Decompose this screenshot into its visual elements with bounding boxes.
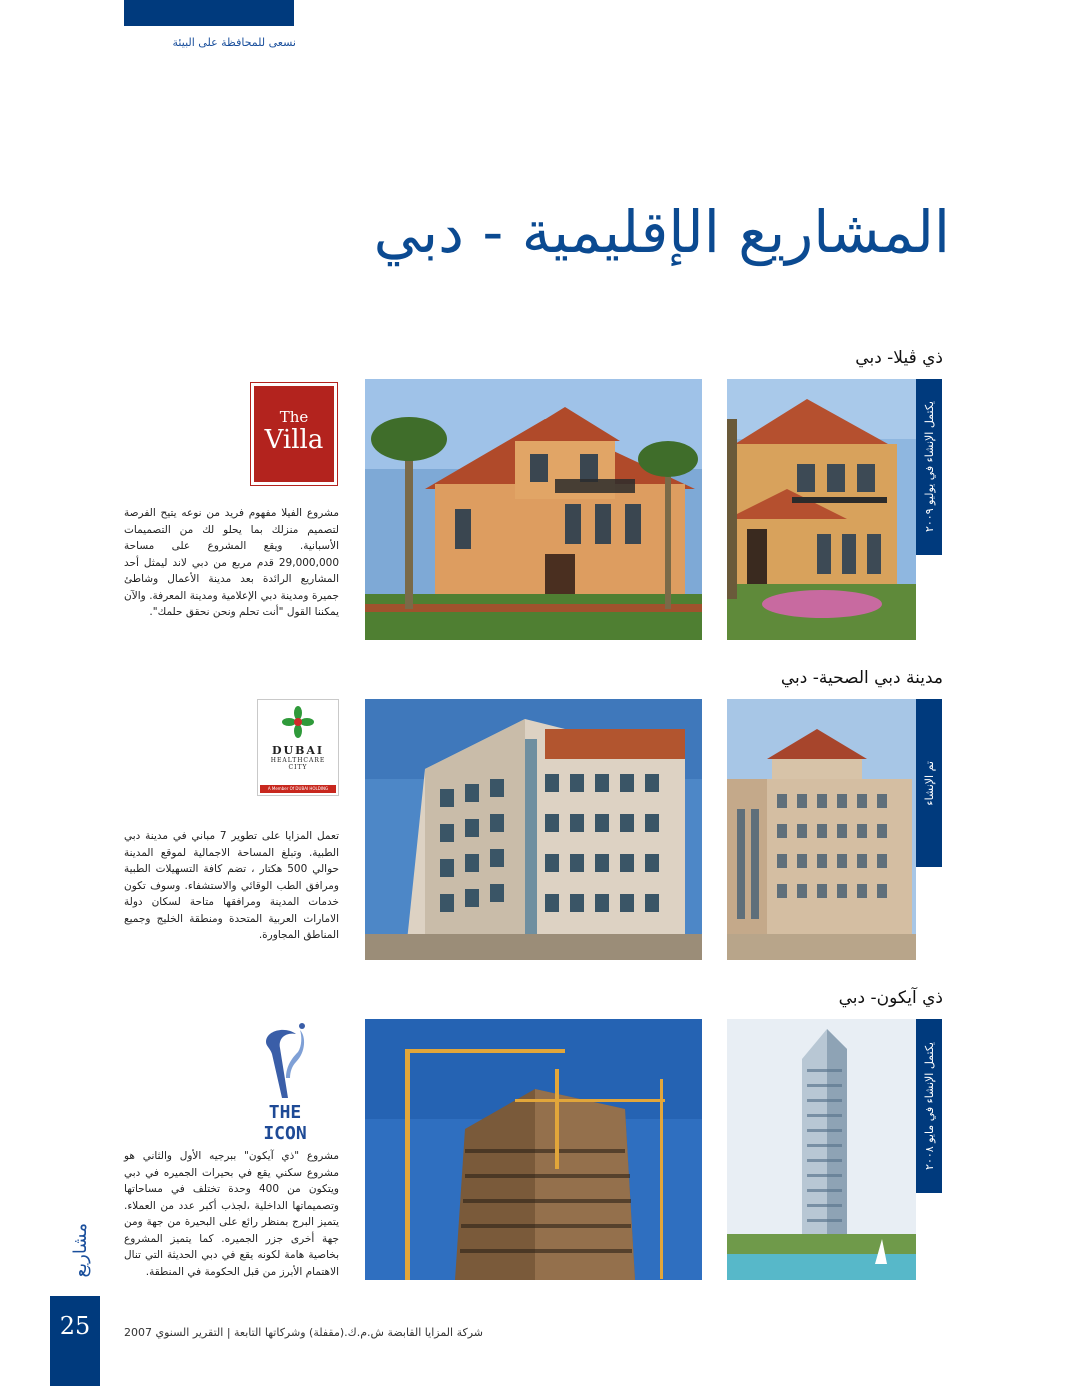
status-text-healthcare: تم الإنشاء bbox=[922, 760, 936, 806]
page-number-box bbox=[50, 1296, 100, 1386]
icon-photo-small bbox=[727, 1019, 916, 1280]
top-accent-bar bbox=[124, 0, 294, 26]
icon-emblem-icon bbox=[256, 1022, 314, 1100]
section-side-label bbox=[60, 1205, 100, 1295]
villa-logo-line1: The bbox=[279, 408, 309, 426]
status-tab-villa bbox=[916, 379, 942, 555]
status-tab-healthcare bbox=[916, 699, 942, 867]
icon-photo-large bbox=[365, 1019, 702, 1280]
status-tab-icon bbox=[916, 1019, 942, 1193]
villa-logo bbox=[250, 382, 338, 486]
villa-photo-large bbox=[365, 379, 702, 640]
icon-logo bbox=[248, 1022, 322, 1144]
healthcare-logo-line3: CITY bbox=[288, 764, 308, 771]
page-number: 25 bbox=[59, 1312, 91, 1340]
footer-text: شركة المزايا القابضة ش.م.ك.(مقفلة) وشركاتها التابعة | التقرير السنوي 2007 bbox=[124, 1326, 483, 1339]
healthcare-logo bbox=[257, 699, 339, 796]
healthcare-photo-small bbox=[727, 699, 916, 960]
villa-description: مشروع الفيلا مفهوم فريد من نوعه يتيح الفرصة لتصميم منزلك بما يحلو لك من التصميمات الأسبانية. ويقع المشروع على مساحة 29,000,000 قدم مربع من دبي لاند ليمثل أحد المشاريع الرائدة بعد مدينة الأعمال وشاطئ جميرة ومدينة دبي الإعلامية ومدينة المعرفة. والآن يمكننا القول "أنت تحلم ونحن نحقق حلمك". bbox=[124, 507, 339, 618]
project-title-icon: ذي آيكون- دبي bbox=[838, 988, 943, 1008]
status-text-villa: يكتمل الإنشاء في يوليو ٢٠٠٩ bbox=[922, 401, 936, 533]
healthcare-photo-large bbox=[365, 699, 702, 960]
page-title: المشاريع الإقليمية - دبي bbox=[373, 198, 950, 266]
healthcare-logo-line1: DUBAI bbox=[271, 744, 325, 757]
project-title-healthcare: مدينة دبي الصحية- دبي bbox=[780, 668, 943, 688]
tagline: نسعى للمحافظة على البيئة bbox=[172, 36, 296, 49]
villa-logo-line2: Villa bbox=[264, 425, 324, 455]
project-title-villa: ذي ڤيلا- دبي bbox=[855, 348, 943, 368]
healthcare-description: تعمل المزايا على تطوير 7 مباني في مدينة دبي الطبية. وتبلغ المساحة الاجمالية لموقع المدينة حوالي 500 هكتار ، تضم كافة التسهيلات الطبية ومرافق الطب الوقائي والاستشفاء. وسوف تكون خدمات المدينة ومرافقها متاحة لسكان دولة الامارات العربية المتحدة ومنطقة الخليج وجميع المناطق المجاورة. bbox=[124, 830, 339, 941]
icon-logo-text: THE ICON bbox=[263, 1102, 307, 1144]
flower-icon bbox=[282, 706, 314, 738]
healthcare-logo-footer: A Member Of DUBAI HOLDING bbox=[260, 785, 336, 793]
section-side-text: مشاريع bbox=[69, 1222, 91, 1278]
icon-description: مشروع "ذي آيكون" ببرجيه الأول والثاني هو مشروع سكني يقع في بحيرات الجميره في دبي ويتكون من 400 وحدة تختلف في مساحاتها وتصميماتها الداخلية ،لجذب أكبر عدد من العملاء. يتميز البرج بمنظر رائع على البحيرة من جهة ومن جهة أخرى جزر الجميره. كما يتميز المشروع بخاصية هامة لكونه يقع في دبي الحديثة التي تنال الاهتمام الأبرز من قبل الحكومة في المنطقة. bbox=[124, 1150, 339, 1278]
villa-photo-small bbox=[727, 379, 916, 640]
healthcare-logo-line2: HEALTHCARE bbox=[270, 757, 326, 764]
status-text-icon: يكتمل الإنشاء في مايو ٢٠٠٨ bbox=[922, 1042, 936, 1170]
